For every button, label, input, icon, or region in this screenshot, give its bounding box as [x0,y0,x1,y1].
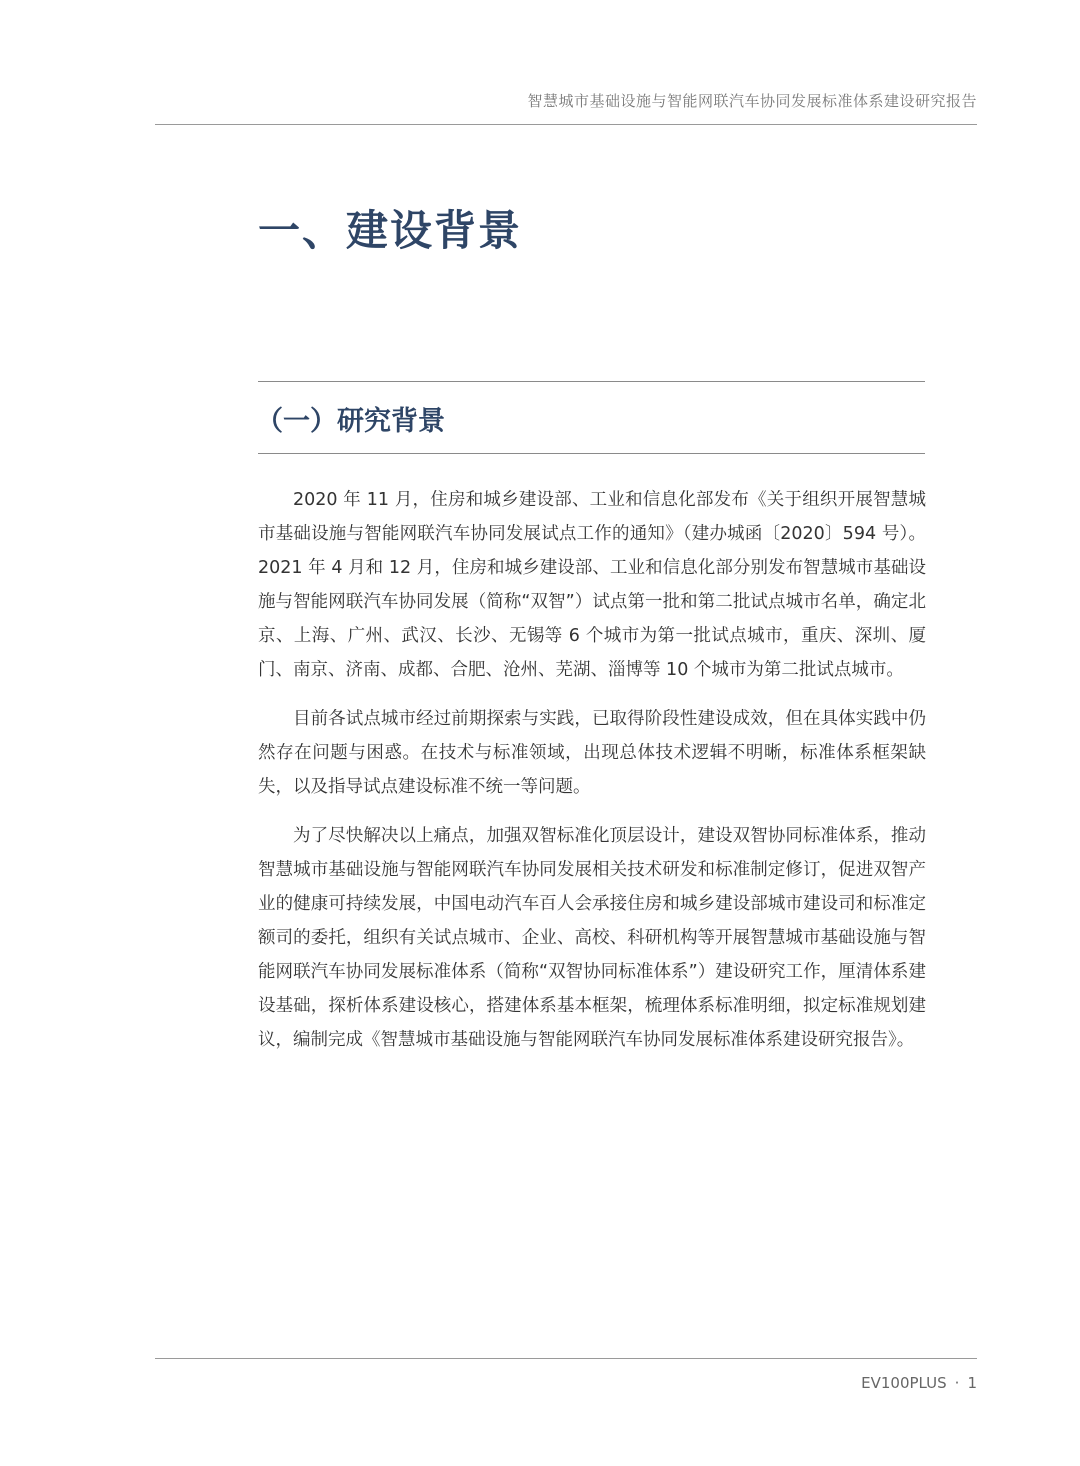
footer-brand: EV100PLUS [861,1374,947,1392]
paragraph-1: 2020 年 11 月，住房和城乡建设部、工业和信息化部发布《关于组织开展智慧城市基础设施与智能网联汽车协同发展试点工作的通知》（建办城函〔2020〕594 号）。2021 年 4 月和 12 月，住房和城乡建设部、工业和信息化部分别发布智慧城市基础设施与智能网联汽车协同发展（简称“双智”）试点第一批和第二批试点城市名单，确定北京、上海、广州、武汉、长沙、无锡等 6 个城市为第一批试点城市，重庆、深圳、厦门、南京、济南、成都、合肥、沧州、芜湖、淄博等 10 个城市为第二批试点城市。 [258,490,926,680]
page-footer [861,1374,977,1392]
section-rule-bottom [258,453,925,454]
page-number: 1 [967,1374,977,1392]
section-rule-top [258,381,925,382]
section-title: （一）研究背景 [256,406,445,437]
footer-separator: · [954,1374,960,1392]
footer-rule [155,1358,977,1359]
paragraph-3: 为了尽快解决以上痛点，加强双智标准化顶层设计，建设双智协同标准体系，推动智慧城市基础设施与智能网联汽车协同发展相关技术研发和标准制定修订，促进双智产业的健康可持续发展，中国电动汽车百人会承接住房和城乡建设部城市建设司和标准定额司的委托，组织有关试点城市、企业、高校、科研机构等开展智慧城市基础设施与智能网联汽车协同发展标准体系（简称“双智协同标准体系”）建设研究工作，厘清体系建设基础，探析体系建设核心，搭建体系基本框架，梳理体系标准明细，拟定标准规划建议，编制完成《智慧城市基础设施与智能网联汽车协同发展标准体系建设研究报告》。 [258,826,926,1050]
chapter-title: 一、建设背景 [258,206,523,255]
header-rule [155,124,977,125]
body-text [258,483,926,1072]
running-header: 智慧城市基础设施与智能网联汽车协同发展标准体系建设研究报告 [527,92,977,110]
paragraph-2: 目前各试点城市经过前期探索与实践，已取得阶段性建设成效，但在具体实践中仍然存在问题与困惑。在技术与标准领域，出现总体技术逻辑不明晰，标准体系框架缺失，以及指导试点建设标准不统一等问题。 [258,709,926,797]
